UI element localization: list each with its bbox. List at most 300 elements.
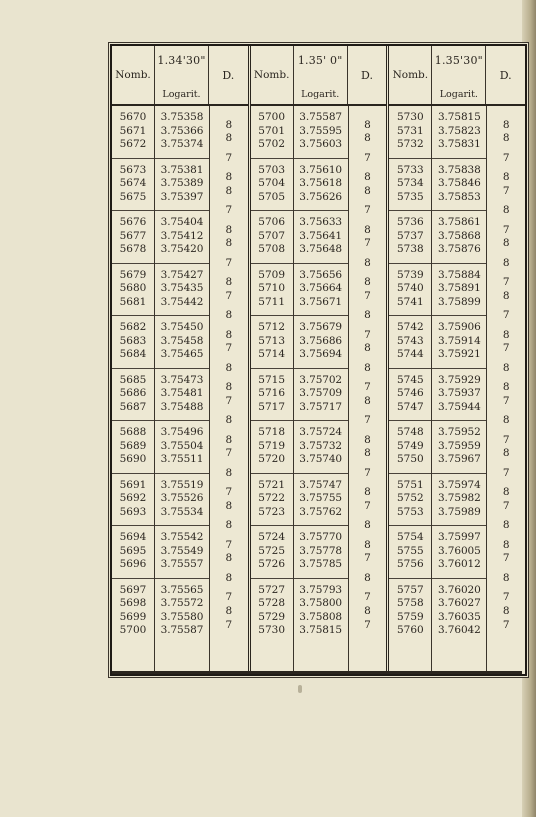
panel-header: [251, 46, 387, 106]
bottom-rule: [112, 671, 522, 674]
log-cell: 3.75831: [437, 138, 481, 151]
log-cell: 3.75587: [299, 111, 343, 123]
row-group: [389, 421, 431, 474]
log-cell: 3.75481: [160, 387, 204, 400]
nomb-cell: 5681: [119, 295, 147, 308]
log-cell: 3.75808: [299, 610, 343, 623]
nomb-cell: 5732: [396, 138, 424, 151]
row-group: [112, 316, 154, 369]
nomb-cell: 5705: [258, 190, 286, 203]
nomb-cell: 5730: [258, 624, 286, 637]
diff-cell: 7: [364, 618, 371, 631]
row-group: [294, 159, 348, 212]
row-group: [432, 316, 486, 369]
row-group: [112, 369, 154, 422]
nomb-cell: 5717: [258, 400, 286, 413]
nomb-cell: 5755: [396, 544, 424, 557]
diff-cell: 7: [502, 276, 510, 289]
nomb-cell: 5684: [119, 348, 147, 361]
diff-cell: 8: [364, 433, 371, 446]
nomb-cell: 5701: [258, 124, 286, 137]
header-nomb: Nomb.: [251, 46, 294, 104]
diff-cell: 8: [225, 414, 233, 427]
column-d: [210, 106, 248, 674]
row-group: [389, 316, 431, 369]
nomb-cell: 5687: [119, 400, 147, 413]
log-cell: 3.75671: [299, 295, 343, 308]
row-group: [389, 159, 431, 212]
nomb-cell: 5672: [119, 138, 147, 151]
diff-cell: 7: [364, 591, 371, 604]
diff-cell: 8: [364, 519, 371, 532]
log-cell: 3.75679: [299, 321, 343, 333]
log-cell: 3.75740: [299, 453, 343, 466]
diff-cell: 7: [225, 447, 233, 460]
header-nomb: Nomb.: [112, 46, 155, 104]
diff-cell: 7: [225, 342, 233, 355]
log-cell: 3.75785: [299, 558, 343, 571]
nomb-cell: 5708: [258, 243, 286, 256]
log-cell: 3.75914: [437, 334, 481, 347]
log-cell: 3.75989: [437, 505, 481, 518]
diff-cell: 8: [364, 538, 371, 551]
diff-cell: 8: [502, 171, 510, 184]
diff-cell: 8: [225, 552, 233, 565]
column-nomb: [251, 106, 294, 674]
row-group: [251, 526, 293, 579]
log-cell: 3.75542: [160, 531, 204, 543]
nomb-cell: 5682: [119, 321, 147, 333]
nomb-cell: 5734: [396, 177, 424, 190]
diff-cell: 7: [225, 394, 233, 407]
nomb-cell: 5725: [258, 544, 286, 557]
row-group: [251, 159, 293, 212]
nomb-cell: 5753: [396, 505, 424, 518]
nomb-cell: 5712: [258, 321, 286, 333]
log-cell: 3.75595: [299, 124, 343, 137]
row-group: [155, 526, 209, 579]
diff-cell: 8: [225, 132, 233, 145]
header-logarit-label: Logarit.: [439, 89, 478, 100]
panel-header: [389, 46, 525, 106]
log-cell: 3.75762: [299, 505, 343, 518]
log-cell: 3.75884: [437, 268, 481, 281]
header-logarit-label: Logarit.: [301, 89, 340, 100]
log-cell: 3.75389: [160, 177, 204, 190]
row-group: [294, 421, 348, 474]
row-group: [251, 211, 293, 264]
log-cell: 3.75358: [160, 111, 204, 123]
diff-cell: 7: [364, 328, 371, 341]
log-cell: 3.75374: [160, 138, 204, 151]
log-cell: 3.75534: [160, 505, 204, 518]
column-nomb: [389, 106, 432, 674]
nomb-cell: 5677: [119, 229, 147, 242]
diff-cell: 7: [502, 618, 510, 631]
diff-cell: 8: [364, 342, 371, 355]
diff-cell: 7: [364, 466, 371, 479]
log-cell: 3.75876: [437, 243, 481, 256]
log-cell: 3.75427: [160, 268, 204, 281]
nomb-cell: 5735: [396, 190, 424, 203]
diff-cell: 7: [225, 289, 233, 302]
log-cell: 3.75974: [437, 478, 481, 491]
log-cell: 3.75709: [299, 387, 343, 400]
diff-cell: 8: [225, 171, 233, 184]
nomb-cell: 5758: [396, 597, 424, 610]
diff-cell: 7: [502, 184, 510, 197]
log-cell: 3.75853: [437, 190, 481, 203]
row-group: [389, 264, 431, 317]
diff-cell: 8: [225, 519, 233, 532]
diff-cell: 8: [502, 289, 510, 302]
nomb-cell: 5715: [258, 373, 286, 386]
row-group: [294, 474, 348, 527]
log-cell: 3.75959: [437, 439, 481, 452]
log-cell: 3.75778: [299, 544, 343, 557]
diff-cell: 8: [364, 276, 371, 289]
row-group: [389, 369, 431, 422]
log-cell: 3.76035: [437, 610, 481, 623]
nomb-cell: 5674: [119, 177, 147, 190]
diff-cell: 7: [364, 552, 371, 565]
log-cell: 3.75937: [437, 387, 481, 400]
nomb-cell: 5740: [396, 282, 424, 295]
row-group: [251, 369, 293, 422]
row-group: [294, 106, 348, 159]
row-group: [251, 421, 293, 474]
nomb-cell: 5690: [119, 453, 147, 466]
header-angle: 1.35'30": [434, 54, 483, 67]
diff-cell: 8: [502, 604, 510, 617]
diff-cell: 8: [364, 256, 371, 269]
diff-cell: 8: [502, 519, 510, 532]
row-group: [155, 579, 209, 649]
nomb-cell: 5747: [396, 400, 424, 413]
row-group: [112, 211, 154, 264]
row-group: [155, 106, 209, 159]
log-cell: 3.75450: [160, 321, 204, 333]
nomb-cell: 5756: [396, 558, 424, 571]
row-group: [251, 106, 293, 159]
header-d: D.: [361, 68, 373, 82]
nomb-cell: 5683: [119, 334, 147, 347]
nomb-cell: 5731: [396, 124, 424, 137]
log-cell: 3.75997: [437, 531, 481, 543]
row-group: [432, 579, 486, 649]
log-cell: 3.75770: [299, 531, 343, 543]
row-group: [389, 211, 431, 264]
nomb-cell: 5699: [119, 610, 147, 623]
diff-cell: 8: [364, 184, 371, 197]
log-cell: 3.75921: [437, 348, 481, 361]
nomb-cell: 5688: [119, 426, 147, 438]
nomb-cell: 5707: [258, 229, 286, 242]
diff-cell: 8: [502, 361, 510, 374]
row-group: [389, 474, 431, 527]
diff-cell: 7: [502, 591, 510, 604]
row-group: [432, 421, 486, 474]
nomb-cell: 5739: [396, 268, 424, 281]
panel-body: [389, 106, 525, 674]
log-cell: 3.75366: [160, 124, 204, 137]
nomb-cell: 5742: [396, 321, 424, 333]
nomb-cell: 5673: [119, 163, 147, 176]
diff-cell: 7: [364, 381, 371, 394]
nomb-cell: 5710: [258, 282, 286, 295]
header-logarit: [294, 46, 348, 104]
log-cell: 3.75496: [160, 426, 204, 438]
log-cell: 3.75686: [299, 334, 343, 347]
nomb-cell: 5714: [258, 348, 286, 361]
diff-cell: 8: [225, 309, 233, 322]
diff-cell: 7: [502, 309, 510, 322]
diff-cell: 7: [225, 151, 233, 164]
diff-cell: 7: [225, 256, 233, 269]
nomb-cell: 5686: [119, 387, 147, 400]
diff-cell: 8: [225, 433, 233, 446]
log-cell: 3.75381: [160, 163, 204, 176]
nomb-cell: 5716: [258, 387, 286, 400]
table-panel: [112, 46, 251, 674]
log-cell: 3.76020: [437, 583, 481, 596]
column-d: [349, 106, 387, 674]
row-group: [155, 211, 209, 264]
row-group: [112, 159, 154, 212]
log-cell: 3.75557: [160, 558, 204, 571]
nomb-cell: 5743: [396, 334, 424, 347]
log-cell: 3.75458: [160, 334, 204, 347]
nomb-cell: 5726: [258, 558, 286, 571]
log-cell: 3.75747: [299, 478, 343, 491]
nomb-cell: 5749: [396, 439, 424, 452]
diff-cell: 8: [502, 414, 510, 427]
column-logarit: [432, 106, 487, 674]
log-cell: 3.75891: [437, 282, 481, 295]
column-logarit: [155, 106, 210, 674]
diff-cell: 8: [364, 604, 371, 617]
log-cell: 3.75724: [299, 426, 343, 438]
log-cell: 3.75755: [299, 492, 343, 505]
row-group: [432, 526, 486, 579]
log-cell: 3.75488: [160, 400, 204, 413]
row-group: [112, 106, 154, 159]
log-cell: 3.75694: [299, 348, 343, 361]
nomb-cell: 5720: [258, 453, 286, 466]
diff-cell: 7: [364, 151, 371, 164]
row-group: [112, 526, 154, 579]
diff-cell: 8: [502, 328, 510, 341]
header-logarit: [432, 46, 486, 104]
diff-cell: 8: [225, 184, 233, 197]
nomb-cell: 5692: [119, 492, 147, 505]
row-group: [112, 264, 154, 317]
nomb-cell: 5729: [258, 610, 286, 623]
row-group: [389, 526, 431, 579]
row-group: [155, 264, 209, 317]
row-group: [294, 369, 348, 422]
diff-cell: 8: [225, 604, 233, 617]
row-group: [294, 211, 348, 264]
log-cell: 3.75412: [160, 229, 204, 242]
diff-cell: 8: [364, 309, 371, 322]
diff-cell: 7: [225, 204, 233, 217]
row-group: [251, 316, 293, 369]
nomb-cell: 5676: [119, 216, 147, 228]
diff-cell: 7: [225, 618, 233, 631]
log-cell: 3.75656: [299, 268, 343, 281]
table-panel: [251, 46, 390, 674]
log-cell: 3.75967: [437, 453, 481, 466]
column-d: [487, 106, 525, 674]
nomb-cell: 5733: [396, 163, 424, 176]
log-cell: 3.75565: [160, 583, 204, 596]
panel-body: [251, 106, 387, 674]
log-cell: 3.75929: [437, 373, 481, 386]
nomb-cell: 5711: [258, 295, 286, 308]
nomb-cell: 5685: [119, 373, 147, 386]
log-cell: 3.75519: [160, 478, 204, 491]
log-cell: 3.75906: [437, 321, 481, 333]
diff-cell: 8: [364, 361, 371, 374]
row-group: [112, 579, 154, 649]
header-angle: 1.34'30": [157, 54, 206, 67]
diff-cell: 7: [502, 342, 510, 355]
header-logarit: [155, 46, 209, 104]
nomb-cell: 5738: [396, 243, 424, 256]
nomb-cell: 5700: [119, 624, 147, 637]
row-group: [155, 369, 209, 422]
row-group: [432, 159, 486, 212]
nomb-cell: 5748: [396, 426, 424, 438]
log-cell: 3.75603: [299, 138, 343, 151]
log-cell: 3.75952: [437, 426, 481, 438]
log-cell: 3.76005: [437, 544, 481, 557]
diff-cell: 8: [225, 571, 233, 584]
row-group: [389, 106, 431, 159]
nomb-cell: 5754: [396, 531, 424, 543]
diff-cell: 8: [225, 328, 233, 341]
log-cell: 3.75717: [299, 400, 343, 413]
log-cell: 3.75944: [437, 400, 481, 413]
nomb-cell: 5719: [258, 439, 286, 452]
diff-cell: 7: [502, 499, 510, 512]
log-cell: 3.75435: [160, 282, 204, 295]
row-group: [251, 474, 293, 527]
nomb-cell: 5741: [396, 295, 424, 308]
log-cell: 3.75549: [160, 544, 204, 557]
diff-cell: 8: [225, 223, 233, 236]
diff-cell: 7: [364, 414, 371, 427]
diff-cell: 8: [225, 276, 233, 289]
nomb-cell: 5703: [258, 163, 286, 176]
diff-cell: 8: [502, 237, 510, 250]
row-group: [251, 264, 293, 317]
diff-cell: 8: [502, 132, 510, 145]
log-cell: 3.75465: [160, 348, 204, 361]
row-group: [155, 474, 209, 527]
row-group: [432, 106, 486, 159]
nomb-cell: 5736: [396, 216, 424, 228]
row-group: [294, 526, 348, 579]
diff-cell: 8: [502, 256, 510, 269]
diff-cell: 8: [364, 486, 371, 499]
diff-cell: 7: [502, 466, 510, 479]
diff-cell: 8: [225, 118, 233, 131]
diff-cell: 7: [364, 289, 371, 302]
header-nomb: Nomb.: [389, 46, 432, 104]
nomb-cell: 5724: [258, 531, 286, 543]
nomb-cell: 5752: [396, 492, 424, 505]
nomb-cell: 5718: [258, 426, 286, 438]
header-d: D.: [222, 68, 235, 82]
log-cell: 3.75618: [299, 177, 343, 190]
log-cell: 3.75420: [160, 243, 204, 256]
log-cell: 3.75838: [437, 163, 481, 176]
nomb-cell: 5713: [258, 334, 286, 347]
nomb-cell: 5744: [396, 348, 424, 361]
diff-cell: 8: [364, 132, 371, 145]
nomb-cell: 5709: [258, 268, 286, 281]
nomb-cell: 5678: [119, 243, 147, 256]
row-group: [432, 211, 486, 264]
nomb-cell: 5745: [396, 373, 424, 386]
log-cell: 3.75800: [299, 597, 343, 610]
nomb-cell: 5704: [258, 177, 286, 190]
diff-cell: 8: [364, 394, 371, 407]
log-cell: 3.75648: [299, 243, 343, 256]
diff-cell: 8: [225, 381, 233, 394]
nomb-cell: 5722: [258, 492, 286, 505]
row-group: [155, 159, 209, 212]
nomb-cell: 5757: [396, 583, 424, 596]
nomb-cell: 5697: [119, 583, 147, 596]
diff-cell: 7: [502, 223, 510, 236]
nomb-cell: 5700: [258, 111, 286, 123]
log-cell: 3.76042: [437, 624, 481, 637]
log-cell: 3.75580: [160, 610, 204, 623]
log-cell: 3.75793: [299, 583, 343, 596]
logarithm-table: [110, 44, 527, 676]
log-cell: 3.75664: [299, 282, 343, 295]
nomb-cell: 5746: [396, 387, 424, 400]
panel-header: [112, 46, 248, 106]
nomb-cell: 5696: [119, 558, 147, 571]
log-cell: 3.75473: [160, 373, 204, 386]
row-group: [112, 474, 154, 527]
nomb-cell: 5702: [258, 138, 286, 151]
row-group: [155, 421, 209, 474]
nomb-cell: 5689: [119, 439, 147, 452]
log-cell: 3.75899: [437, 295, 481, 308]
diff-cell: 7: [225, 486, 233, 499]
log-cell: 3.75404: [160, 216, 204, 228]
log-cell: 3.75702: [299, 373, 343, 386]
nomb-cell: 5695: [119, 544, 147, 557]
log-cell: 3.75815: [299, 624, 343, 637]
diff-cell: 7: [364, 204, 371, 217]
row-group: [294, 316, 348, 369]
diff-cell: 8: [364, 171, 371, 184]
row-group: [294, 579, 348, 649]
row-group: [389, 579, 431, 649]
diff-cell: 8: [364, 118, 371, 131]
nomb-cell: 5706: [258, 216, 286, 228]
diff-cell: 7: [502, 394, 510, 407]
diff-cell: 7: [502, 552, 510, 565]
nomb-cell: 5728: [258, 597, 286, 610]
log-cell: 3.75572: [160, 597, 204, 610]
